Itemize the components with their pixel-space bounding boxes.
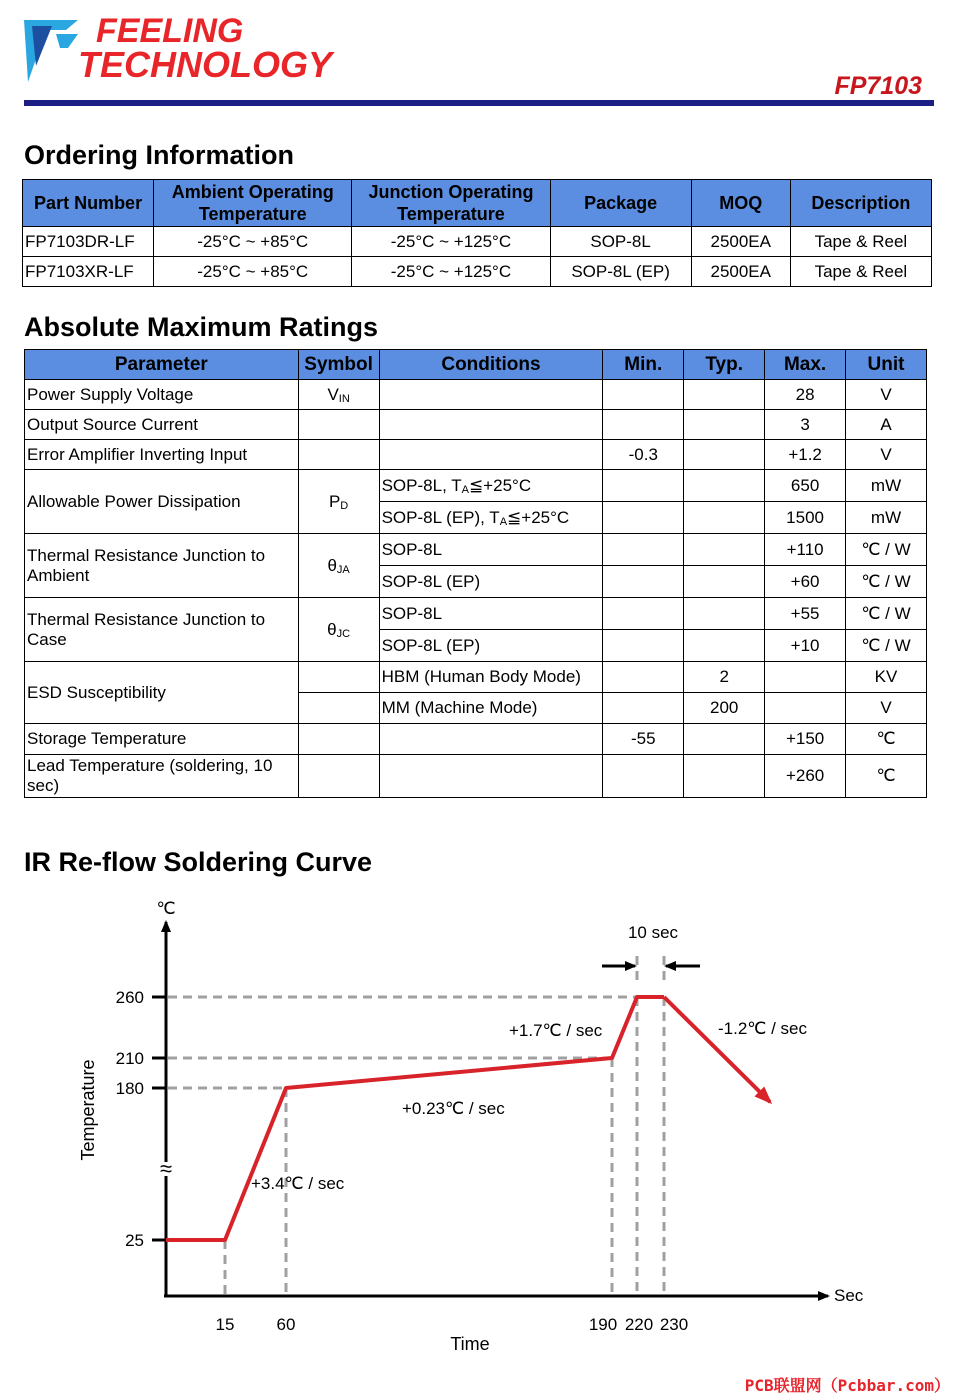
unit-cell: ℃ / W bbox=[846, 566, 927, 598]
symbol-cell: $\theta_{JC}$ bbox=[298, 598, 379, 662]
y-unit-label: ℃ bbox=[156, 899, 176, 918]
param-cell: Power Supply Voltage bbox=[25, 380, 299, 410]
ordering-col-header: Package bbox=[550, 180, 691, 227]
logo-mark bbox=[22, 14, 82, 84]
table-cell bbox=[684, 502, 765, 534]
ordering-col-header: Description bbox=[790, 180, 931, 227]
min-cell: -0.3 bbox=[603, 440, 684, 470]
symbol-cell bbox=[298, 755, 379, 798]
slope-label: +1.7℃ / sec bbox=[509, 1021, 603, 1040]
ratings-title: Absolute Maximum Ratings bbox=[24, 312, 379, 342]
condition-cell: MM (Machine Mode) bbox=[379, 693, 603, 724]
condition-cell: SOP-8L (EP) bbox=[379, 566, 603, 598]
table-cell bbox=[379, 724, 603, 755]
ordering-col-header: Junction Operating Temperature bbox=[352, 180, 550, 227]
axis-break-icon: ≈ bbox=[159, 1156, 173, 1181]
table-cell: 2500EA bbox=[691, 227, 790, 257]
unit-cell: V bbox=[846, 693, 927, 724]
table-row bbox=[25, 755, 927, 798]
symbol-cell: $V_{IN}$ bbox=[298, 380, 379, 410]
table-row bbox=[25, 470, 927, 502]
unit-cell: ℃ bbox=[846, 755, 927, 798]
param-cell: Error Amplifier Inverting Input bbox=[25, 440, 299, 470]
table-cell bbox=[684, 598, 765, 630]
table-cell bbox=[603, 630, 684, 662]
y-tick-label: 210 bbox=[115, 1049, 144, 1068]
table-cell bbox=[603, 693, 684, 724]
y-ticks bbox=[152, 997, 166, 1240]
symbol-cell bbox=[298, 410, 379, 440]
symbol-cell bbox=[298, 693, 379, 724]
symbol-cell bbox=[298, 724, 379, 755]
y-tick-label: 260 bbox=[115, 988, 144, 1007]
document-id: FP7103 bbox=[834, 72, 922, 100]
ratings-col-header: Conditions bbox=[379, 350, 603, 380]
x-tick-label: 220 bbox=[624, 1315, 654, 1334]
reflow-title: IR Re-flow Soldering Curve bbox=[24, 847, 373, 877]
slope-label: -1.2℃ / sec bbox=[718, 1019, 808, 1038]
ordering-title: Ordering Information bbox=[24, 140, 294, 170]
table-cell bbox=[765, 662, 846, 693]
table-cell bbox=[603, 598, 684, 630]
table-cell bbox=[379, 440, 603, 470]
max-cell: +55 bbox=[765, 598, 846, 630]
ordering-col-header: Ambient Operating Temperature bbox=[154, 180, 352, 227]
table-cell: SOP-8L bbox=[550, 227, 691, 257]
ratings-col-header: Min. bbox=[603, 350, 684, 380]
unit-cell: V bbox=[846, 440, 927, 470]
table-cell: Tape & Reel bbox=[790, 257, 931, 287]
table-cell bbox=[603, 755, 684, 798]
table-cell bbox=[379, 380, 603, 410]
table-row bbox=[23, 227, 932, 257]
param-cell: Thermal Resistance Junction to Ambient bbox=[25, 534, 299, 598]
table-cell: Tape & Reel bbox=[790, 227, 931, 257]
unit-cell: mW bbox=[846, 502, 927, 534]
ordering-table bbox=[22, 179, 932, 287]
table-cell: -25°C ~ +125°C bbox=[352, 257, 550, 287]
ratings-col-header: Max. bbox=[765, 350, 846, 380]
table-cell: 2500EA bbox=[691, 257, 790, 287]
table-row bbox=[25, 662, 927, 693]
unit-cell: KV bbox=[846, 662, 927, 693]
ratings-col-header: Parameter bbox=[25, 350, 299, 380]
param-cell: ESD Susceptibility bbox=[25, 662, 299, 724]
logo-text-technology: TECHNOLOGY bbox=[78, 44, 333, 85]
ratings-col-header: Symbol bbox=[298, 350, 379, 380]
table-cell bbox=[603, 662, 684, 693]
param-cell: Thermal Resistance Junction to Case bbox=[25, 598, 299, 662]
unit-cell: ℃ / W bbox=[846, 630, 927, 662]
guide-lines bbox=[168, 956, 664, 1294]
condition-cell: SOP-8L (EP) bbox=[379, 630, 603, 662]
max-cell: +10 bbox=[765, 630, 846, 662]
condition-cell: SOP-8L (EP), $T_A≦+25^\circ C$ bbox=[379, 502, 603, 534]
condition-cell: SOP-8L, $T_A≦+25^\circ C$ bbox=[379, 470, 603, 502]
table-cell bbox=[684, 534, 765, 566]
table-cell bbox=[684, 630, 765, 662]
param-cell: Output Source Current bbox=[25, 410, 299, 440]
table-cell: -25°C ~ +85°C bbox=[154, 257, 352, 287]
table-cell bbox=[684, 470, 765, 502]
unit-cell: ℃ / W bbox=[846, 598, 927, 630]
max-cell: +1.2 bbox=[765, 440, 846, 470]
param-cell: Storage Temperature bbox=[25, 724, 299, 755]
table-row bbox=[25, 410, 927, 440]
unit-cell: A bbox=[846, 410, 927, 440]
param-cell: Lead Temperature (soldering, 10 sec) bbox=[25, 755, 299, 798]
table-cell bbox=[603, 470, 684, 502]
cooling-arrow bbox=[664, 997, 770, 1102]
unit-cell: V bbox=[846, 380, 927, 410]
max-cell: +150 bbox=[765, 724, 846, 755]
footer-watermark: PCB联盟网（Pcbbar.com） bbox=[744, 1376, 950, 1395]
table-cell: -25°C ~ +85°C bbox=[154, 227, 352, 257]
max-cell: 650 bbox=[765, 470, 846, 502]
max-cell: +60 bbox=[765, 566, 846, 598]
condition-cell: SOP-8L bbox=[379, 598, 603, 630]
ratings-header-row bbox=[25, 350, 927, 380]
table-cell bbox=[684, 410, 765, 440]
table-cell bbox=[765, 693, 846, 724]
symbol-cell: $\theta_{JA}$ bbox=[298, 534, 379, 598]
table-cell bbox=[684, 566, 765, 598]
table-cell: SOP-8L (EP) bbox=[550, 257, 691, 287]
unit-cell: mW bbox=[846, 470, 927, 502]
table-row bbox=[23, 257, 932, 287]
y-axis-title: Temperature bbox=[78, 1059, 98, 1161]
x-tick-label: 190 bbox=[588, 1315, 618, 1334]
ordering-col-header: Part Number bbox=[23, 180, 154, 227]
table-cell bbox=[603, 534, 684, 566]
table-cell bbox=[684, 440, 765, 470]
x-tick-label: 230 bbox=[659, 1315, 689, 1334]
ordering-col-header: MOQ bbox=[691, 180, 790, 227]
symbol-cell bbox=[298, 440, 379, 470]
ratings-table bbox=[24, 349, 927, 798]
condition-cell: SOP-8L bbox=[379, 534, 603, 566]
typ-cell: 200 bbox=[684, 693, 765, 724]
param-cell: Allowable Power Dissipation bbox=[25, 470, 299, 534]
table-cell bbox=[603, 410, 684, 440]
max-cell: 28 bbox=[765, 380, 846, 410]
table-cell bbox=[684, 380, 765, 410]
table-row bbox=[25, 534, 927, 566]
table-cell bbox=[379, 410, 603, 440]
typ-cell: 2 bbox=[684, 662, 765, 693]
table-row bbox=[25, 724, 927, 755]
table-cell bbox=[603, 380, 684, 410]
table-cell bbox=[603, 566, 684, 598]
min-cell: -55 bbox=[603, 724, 684, 755]
table-cell: -25°C ~ +125°C bbox=[352, 227, 550, 257]
part-number-cell: FP7103XR-LF bbox=[23, 257, 154, 287]
ratings-col-header: Typ. bbox=[684, 350, 765, 380]
slope-label: +3.4℃ / sec bbox=[251, 1174, 345, 1193]
y-tick-label: 180 bbox=[115, 1079, 144, 1098]
x-tick-label: 15 bbox=[215, 1315, 235, 1334]
x-tick-label: 60 bbox=[276, 1315, 296, 1334]
ordering-header-row bbox=[23, 180, 932, 227]
symbol-cell: $P_D$ bbox=[298, 470, 379, 534]
max-cell: +260 bbox=[765, 755, 846, 798]
table-cell bbox=[684, 724, 765, 755]
table-row bbox=[25, 440, 927, 470]
table-row bbox=[25, 380, 927, 410]
reflow-chart bbox=[0, 890, 956, 1370]
ratings-col-header: Unit bbox=[846, 350, 927, 380]
table-cell bbox=[603, 502, 684, 534]
part-number-cell: FP7103DR-LF bbox=[23, 227, 154, 257]
slope-label: +0.23℃ / sec bbox=[402, 1099, 505, 1118]
symbol-cell bbox=[298, 662, 379, 693]
y-tick-label: 25 bbox=[125, 1231, 144, 1250]
unit-cell: ℃ bbox=[846, 724, 927, 755]
dwell-label: 10 sec bbox=[627, 923, 679, 942]
max-cell: 1500 bbox=[765, 502, 846, 534]
unit-cell: ℃ / W bbox=[846, 534, 927, 566]
table-cell bbox=[379, 755, 603, 798]
x-axis-title: Time bbox=[450, 1334, 490, 1354]
x-unit-label: Sec bbox=[834, 1286, 864, 1305]
max-cell: +110 bbox=[765, 534, 846, 566]
max-cell: 3 bbox=[765, 410, 846, 440]
condition-cell: HBM (Human Body Mode) bbox=[379, 662, 603, 693]
table-cell bbox=[684, 755, 765, 798]
logo-text-feeling: FEELING bbox=[96, 12, 244, 50]
table-row bbox=[25, 598, 927, 630]
header-rule bbox=[24, 100, 934, 106]
